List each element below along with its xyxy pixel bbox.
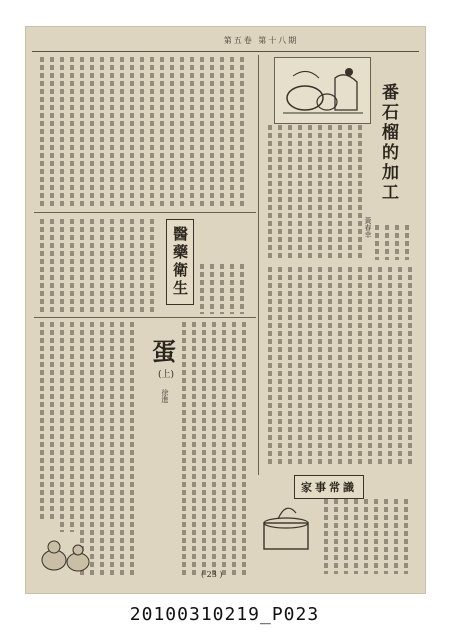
section-divider-2: [34, 317, 256, 318]
egg-article-author: 徐進: [161, 389, 169, 403]
egg-article-part: (上): [158, 370, 175, 380]
issue-header: 第五卷 第十八期: [223, 36, 299, 45]
egg-article-title: 蛋: [152, 337, 176, 366]
column-divider: [258, 55, 259, 475]
section-divider: [34, 212, 256, 213]
page-number: ( 23 ): [201, 570, 223, 579]
egg-article-body-right: [176, 322, 256, 577]
household-section-title: 家事常識: [294, 475, 364, 499]
health-section-title: 醫藥衛生: [166, 219, 194, 305]
guava-drawing-icon: [275, 58, 370, 123]
tomato-article-body-right: [371, 125, 419, 260]
tomato-article-body: [264, 125, 364, 260]
header-rule: [32, 51, 419, 52]
household-article-body: [318, 499, 418, 574]
tomato-article-title: 番石榴的加工: [378, 83, 398, 203]
fruit-illustration: [274, 57, 371, 124]
document-page: [26, 27, 425, 593]
chicks-illustration: [36, 532, 96, 577]
cooking-pot-illustration: [258, 499, 318, 559]
tomato-article-body-continued: [264, 267, 419, 467]
left-top-article-body: [34, 57, 254, 207]
image-caption: 20100310219_P023: [129, 604, 320, 625]
health-article-body: [34, 219, 159, 314]
tomato-article-author: 黃春幸: [364, 217, 372, 238]
health-article-body-right: [196, 219, 254, 314]
